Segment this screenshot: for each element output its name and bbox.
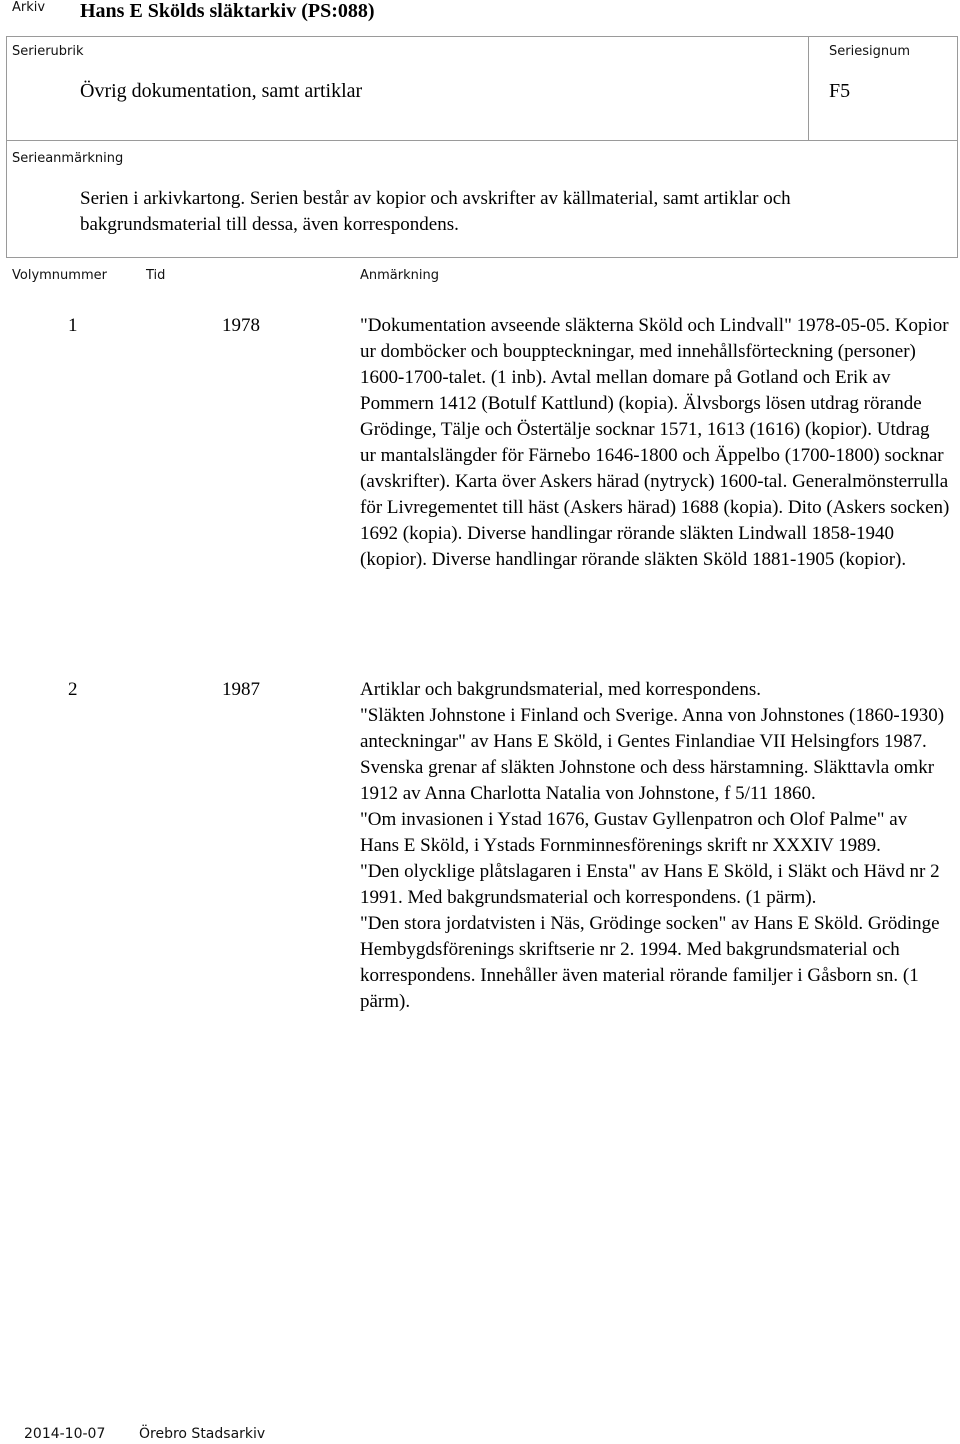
page-title: Hans E Skölds släktarkiv (PS:088) [80,0,375,22]
volume-1-year: 1978 [222,315,260,336]
volume-1-note [360,313,950,573]
volume-2-note-paragraph-4: "Den olycklige plåtslagaren i Ensta" av Hans E Sköld, i Släkt och Hävd nr 2 1991. Med bakgrundsmaterial och korrespondens. (1 pärm). [360,861,940,908]
volume-2-note-paragraph-2: "Släkten Johnstone i Finland och Sverige. Anna von Johnstones (1860-1930) anteckningar" av Hans E Sköld, i Gentes Finlandiae VII Helsingfors 1987. Svenska grenar af släkten Johnstone och dess härstamning. Släkttavla omkr 1912 av Anna Charlotta Natalia von Johnstone, f 5/11 1860. [360,705,945,804]
volume-2-note-paragraph-1: Artiklar och bakgrundsmaterial, med korrespondens. [360,679,761,700]
column-header-time: Tid [146,268,166,283]
series-remark-label: Serieanmärkning [12,151,124,166]
series-signum-label: Seriesignum [829,44,910,59]
series-heading-value: Övrig dokumentation, samt artiklar [80,80,363,102]
series-remark-line-2: bakgrundsmaterial till dessa, även korrespondens. [80,214,459,235]
series-signum-value: F5 [829,80,851,102]
archive-label: Arkiv [12,0,46,15]
column-header-note: Anmärkning [360,268,439,283]
volume-2-note-paragraph-5: "Den stora jordatvisten i Näs, Grödinge socken" av Hans E Sköld. Grödinge Hembygdsförenings skriftserie nr 2. 1994. Med bakgrundsmaterial och korrespondens. Innehåller även material rörande familjer i Gåsborn sn. (1 pärm). [360,913,940,1012]
volume-2-number: 2 [68,679,78,700]
volume-2-note [360,677,950,1015]
volume-1-note-paragraph: "Dokumentation avseende släkterna Sköld och Lindvall" 1978-05-05. Kopior ur domböcker och bouppteckningar, med innehållsförteckning (personer) 1600-1700-talet. (1 inb). Avtal mellan domare på Gotland och Erik av Pommern 1412 (Botulf Kattlund) (kopia). Älvsborgs lösen utdrag rörande Grödinge, Tälje och Östertälje socknar 1571, 1613 (1616) (kopior). Utdrag ur mantalslängder för Färnebo 1646-1800 och Äppelbo (1700-1800) socknar (avskrifter). Karta över Askers härad (nytryck) 1600-tal. Generalmönsterrulla för Livregementet till häst (Askers härad) 1688 (kopia). Dito (Askers socken) 1692 (kopia). Diverse handlingar rörande släkten Lindwall 1858-1940 (kopior). Diverse handlingar rörande släkten Sköld 1881-1905 (kopior). [360,315,950,570]
volume-2-note-paragraph-3: "Om invasionen i Ystad 1676, Gustav Gyllenpatron och Olof Palme" av Hans E Sköld, i Ystads Fornminnesförenings skrift nr XXXIV 1989. [360,809,908,856]
series-remark-line-1: Serien i arkivkartong. Serien består av kopior och avskrifter av källmaterial, samt artiklar och [80,188,791,209]
footer-date: 2014-10-07 [24,1426,106,1442]
series-heading-label: Serierubrik [12,44,84,59]
column-header-volume: Volymnummer [12,268,107,283]
series-divider [808,36,809,141]
footer-organization: Örebro Stadsarkiv [139,1426,266,1442]
volume-2-year: 1987 [222,679,260,700]
volume-1-number: 1 [68,315,78,336]
